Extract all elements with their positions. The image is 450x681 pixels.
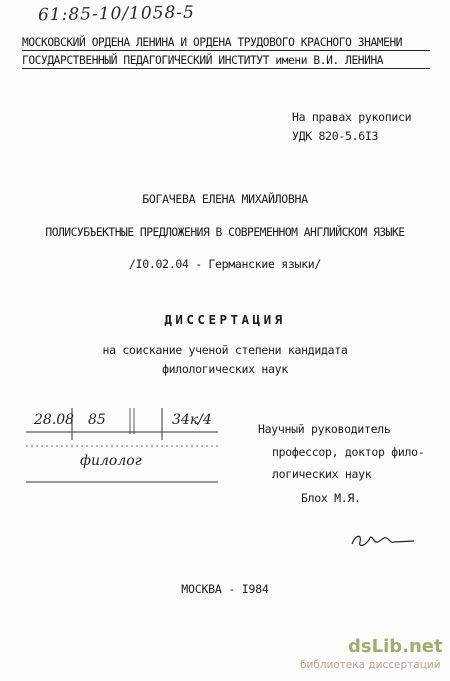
dslib-watermark-subtitle: библиотека диссертаций xyxy=(300,659,441,671)
dissertation-title: ПОЛИСУБЪЕКТНЫЕ ПРЕДЛОЖЕНИЯ В СОВРЕМЕННОМ АНГЛИЙСКОМ ЯЗЫКЕ xyxy=(45,226,405,239)
degree-line-1: на соискание ученой степени кандидата xyxy=(102,343,348,357)
stamp-department: филолог xyxy=(80,453,142,469)
supervisor-title-2: логических наук xyxy=(272,467,372,481)
handwritten-catalog-number: 61:85-10/1058-5 xyxy=(37,2,196,26)
document-type: ДИССЕРТАЦИЯ xyxy=(164,312,286,327)
supervisor-heading: Научный руководитель xyxy=(258,422,391,436)
author-name: БОГАЧЕВА ЕЛЕНА МИХАЙЛОВНА xyxy=(142,192,308,206)
institution-line-2: ГОСУДАРСТВЕННЫЙ ПЕДАГОГИЧЕСКИЙ ИНСТИТУТ имени В.И. ЛЕНИНА xyxy=(22,54,384,67)
city-year: МОСКВА - I984 xyxy=(181,582,269,596)
institution-line-1: МОСКОВСКИЙ ОРДЕНА ЛЕНИНА И ОРДЕНА ТРУДОВОГО КРАСНОГО ЗНАМЕНИ xyxy=(22,36,403,49)
dslib-logo-text: dsLib.net xyxy=(348,636,443,657)
stamp-date: 28.08 xyxy=(34,412,75,428)
supervisor-name: Блох М.Я. xyxy=(301,491,361,505)
supervisor-signature xyxy=(348,528,418,550)
manuscript-rights: На правах рукописи xyxy=(292,110,412,124)
specialty: /I0.02.04 - Германские языки/ xyxy=(128,257,322,271)
degree-line-2: филологических наук xyxy=(162,362,288,376)
institution-underline-2 xyxy=(22,68,430,69)
stamp-number: 85 xyxy=(88,412,106,428)
udc-code: УДК 820-5.6I3 xyxy=(292,129,379,143)
dslib-watermark-logo xyxy=(348,636,443,657)
supervisor-title-1: профессор, доктор фило- xyxy=(272,445,425,459)
stamp-code: 34к/4 xyxy=(172,412,212,428)
institution-underline-1 xyxy=(22,50,430,51)
